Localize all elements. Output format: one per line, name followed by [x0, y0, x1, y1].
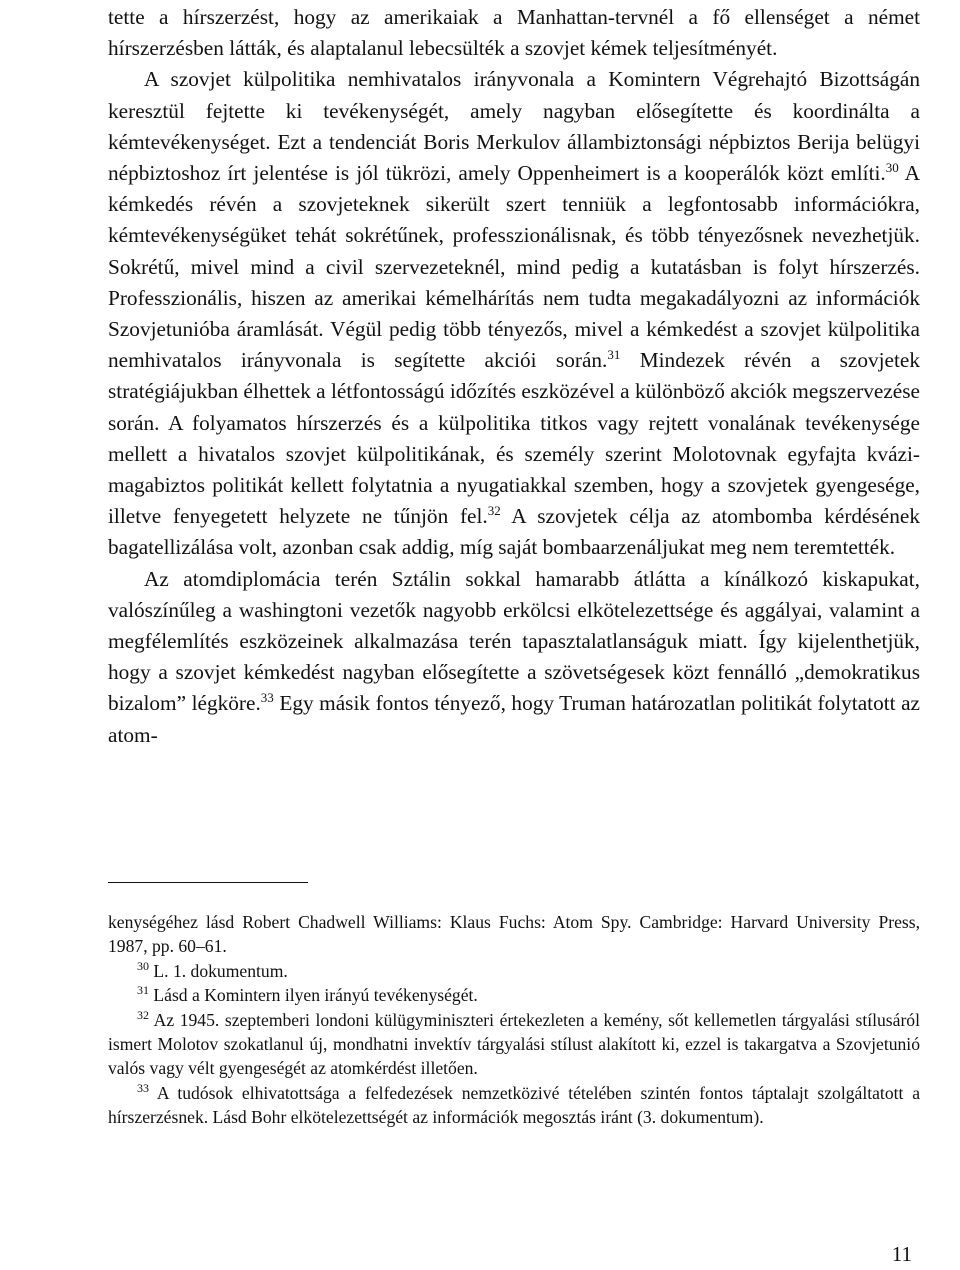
footnote-ref-30: 30 [885, 160, 899, 176]
footnotes [108, 910, 920, 1130]
footnote-33: $^{33}$ A tudósok elhivatottsága a felfedezések nemzetközivé tételében szintén fontos táptalajt szolgáltatott a hírszerzésnek. Lásd Bohr elkötelezettségét az információk megosztás iránt (3. dokumentum). [108, 1080, 920, 1128]
footnote-ref-33: 33 [260, 690, 274, 706]
main-text [108, 2, 920, 751]
footnote-32: $^{32}$ Az 1945. szeptemberi londoni külügyminiszteri értekezleten a kemény, sőt kellemetlen tárgyalási stílusáról ismert Molotov szokatlanul új, mondhatni invektív tárgyalási stílust alakított ki, ezzel is takargatva a Szovjetunió valós vagy vélt gyengeségét az atomkérdést illetően. [108, 1007, 920, 1079]
paragraph-atomic-diplomacy: Az atomdiplomácia terén Sztálin sokkal hamarabb átlátta a kínálkozó kiskapukat, valószínűleg a washingtoni vezetők nagyobb erkölcsi elkötelezettsége és aggályai, valamint a megfélemlítés eszközeinek alkalmazása terén tapasztalatlanságuk miatt. Így kijelenthetjük, hogy a szovjet kémkedést nagyban elősegítette a szövetségesek közt fennálló „demokratikus bizalom” légköre.$^{33}$ Egy másik fontos tényező, hogy Truman határozatlan politikát folytatott az atom- [108, 566, 920, 747]
footnote-divider [108, 882, 308, 883]
footnote-30: $^{30}$ L. 1. dokumentum. [137, 958, 288, 981]
footnote-continuation: kenységéhez lásd Robert Chadwell Williams: Klaus Fuchs: Atom Spy. Cambridge: Harvard University Press, 1987, pp. 60–61. [108, 912, 920, 957]
footnote-ref-31: 31 [607, 347, 621, 363]
footnote-ref-32: 32 [487, 503, 501, 519]
page-number: 11 [891, 1242, 912, 1266]
paragraph-continuation: tette a hírszerzést, hogy az amerikaiak a Manhattan-tervnél a fő ellenséget a német hírszerzésben látták, és alaptalanul lebecsülték a szovjet kémek teljesítményét. [108, 5, 920, 61]
footnote-31: $^{31}$ Lásd a Komintern ilyen irányú tevékenységét. [137, 983, 478, 1006]
paragraph-comintern: A szovjet külpolitika nemhivatalos irányvonala a Komintern Végrehajtó Bizottságán keresztül fejtette ki tevékenységét, amely nagyban elősegítette és koordinálta a kémtevékenységet. Ezt a tendenciát Boris Merkulov állambiztonsági népbiztos Berija belügyi népbiztoshoz írt jelentése is jól tükrözi, amely Oppenheimert is a kooperálók közt említi.$^{30}$ A kémkedés révén a szovjeteknek sikerült szert tenniük a legfontosabb információkra, kémtevékenységüket tehát sokrétűnek, professzionálisnak, és több tényezősnek nevezhetjük. Sokrétű, mivel mind a civil szervezeteknél, mind pedig a kutatásban is folyt hírszerzés. Professzionális, hiszen az amerikai kémelhárítás nem tudta megakadályozni az információk Szovjetunióba áramlását. Végül pedig több tényezős, mivel a kémkedést a szovjet külpolitika nemhivatalos irányvonala is segítette akciói során.$^{31}$ Mindezek révén a szovjetek stratégiájukban élhettek a létfontosságú időzítés eszközével a különböző akciók megszervezése során. A folyamatos hírszerzés és a külpolitika titkos vagy rejtett vonalának tevékenysége mellett a hivatalos szovjet külpolitikának, és személy szerint Molotovnak egyfajta kvázi-magabiztos politikát kellett folytatnia a nyugatiakkal szemben, hogy a szovjetek gyengesége, illetve fenyegetett helyzete ne tűnjön fel.$^{32}$ A szovjetek célja az atombomba kérdésének bagatellizálása volt, azonban csak addig, míg saját bombaarzenáljukat meg nem teremtették. [108, 67, 921, 560]
